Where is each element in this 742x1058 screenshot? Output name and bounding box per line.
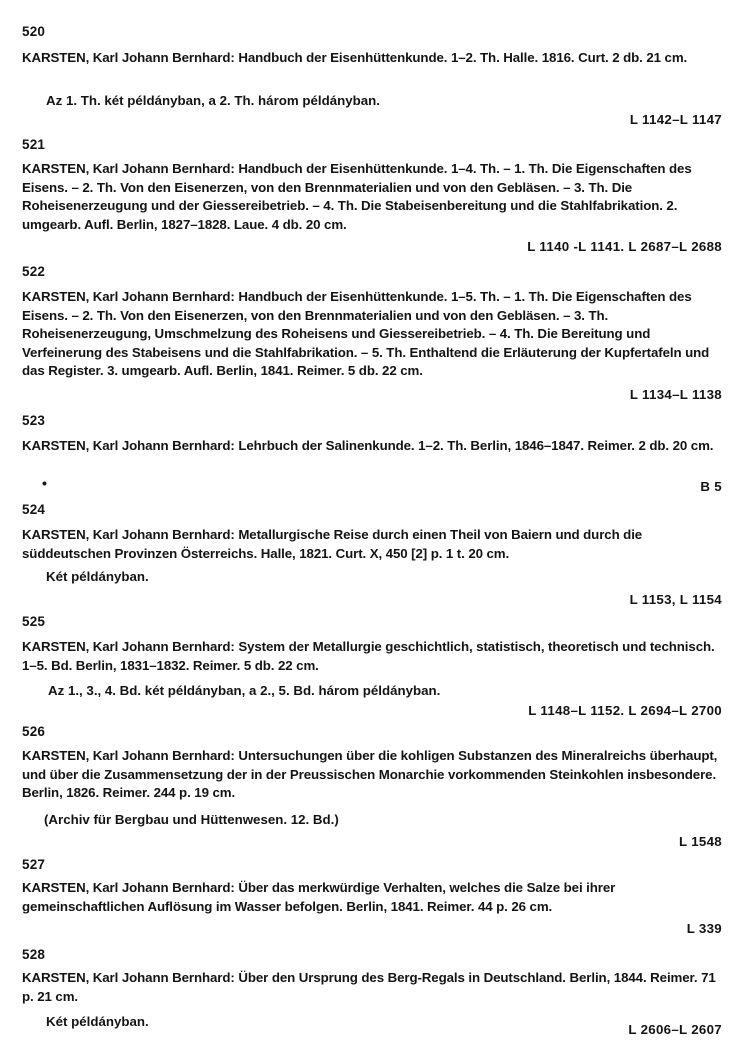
entry-number: 528	[22, 947, 46, 962]
shelfmark: L 1142–L 1147	[629, 112, 722, 127]
shelfmark: L 1134–L 1138	[629, 387, 722, 402]
entry-description: KARSTEN, Karl Johann Bernhard: Metallurgische Reise durch einen Theil von Baiern und durch die süddeutschen Provinzen Österreichs. Halle, 1821. Curt. X, 450 [2] p. 1 t. 20 cm.	[22, 527, 643, 561]
entry-description: KARSTEN, Karl Johann Bernhard: Handbuch der Eisenhüttenkunde. 1–2. Th. Halle. 1816. Curt. 2 db. 21 cm.	[22, 50, 688, 65]
shelfmark: L 1148–L 1152. L 2694–L 2700	[528, 703, 722, 718]
entry-description: KARSTEN, Karl Johann Bernhard: Handbuch der Eisenhüttenkunde. 1–5. Th. – 1. Th. Die Eigenschaften des Eisens. – 2. Th. Von den Eisenerzen, von den Brennmaterialien und von den Gebläsen. – 3. Th. Roheisenerzeugung, Umschmelzung des Roheisens und Giessereibetrieb. – 4. Th. Die Bereitung und Verfeinerung des Stabeisens und die Stahlfabrikation. – 5. Th. Enthaltend die Erläuterung der Kupfertafeln und das Register. 3. umgearb. Aufl. Berlin, 1841. Reimer. 5 db. 22 cm.	[22, 289, 710, 379]
shelfmark: L 1548	[679, 834, 722, 849]
entry-description: KARSTEN, Karl Johann Bernhard: Über den Ursprung des Berg-Regals in Deutschland. Berlin, 1844. Reimer. 71 p. 21 cm.	[22, 970, 716, 1004]
entry-number: 521	[22, 137, 46, 152]
shelfmark: L 339	[686, 921, 722, 936]
entry-number: 522	[22, 264, 46, 279]
entry-number: 527	[22, 857, 46, 872]
shelfmark: B 5	[700, 479, 722, 494]
entry-note: Két példányban.	[46, 1014, 149, 1029]
entry-number: 520	[22, 24, 46, 39]
entry-number: 523	[22, 413, 46, 428]
entry-number: 526	[22, 724, 46, 739]
shelfmark: L 1140 -L 1141. L 2687–L 2688	[527, 239, 722, 254]
entry-note: Az 1. Th. két példányban, a 2. Th. három példányban.	[46, 93, 380, 108]
shelfmark: L 2606–L 2607	[628, 1022, 722, 1037]
entry-description: KARSTEN, Karl Johann Bernhard: Untersuchungen über die kohligen Substanzen des Mineralreichs überhaupt, und über die Zusammensetzung der in der Preussischen Monarchie vorkommenden Steinkohlen insbesondere. Berlin, 1826. Reimer. 244 p. 19 cm.	[22, 748, 718, 801]
entry-description: KARSTEN, Karl Johann Bernhard: Handbuch der Eisenhüttenkunde. 1–4. Th. – 1. Th. Die Eigenschaften des Eisens. – 2. Th. Von den Eisenerzen, von den Brennmaterialien und von den Gebläsen. – 3. Th. Die Roheisenerzeugung und der Giessereibetrieb. – 4. Th. Die Stabeisenbereitung und die Stahlfabrikation. 2. umgearb. Aufl. Berlin, 1827–1828. Laue. 4 db. 20 cm.	[22, 161, 692, 232]
entry-note: Az 1., 3., 4. Bd. két példányban, a 2., 5. Bd. három példányban.	[48, 683, 441, 698]
entry-note: (Archiv für Bergbau und Hüttenwesen. 12. Bd.)	[44, 812, 339, 827]
entry-number: 524	[22, 502, 46, 517]
shelfmark: L 1153, L 1154	[629, 592, 722, 607]
entry-description: KARSTEN, Karl Johann Bernhard: Lehrbuch der Salinenkunde. 1–2. Th. Berlin, 1846–1847. Reimer. 2 db. 20 cm.	[22, 438, 714, 453]
entry-description: KARSTEN, Karl Johann Bernhard: Über das merkwürdige Verhalten, welches die Salze bei ihrer gemeinschaftlichen Auflösung im Wasser befolgen. Berlin, 1841. Reimer. 44 p. 26 cm.	[22, 880, 616, 914]
dot-mark: •	[42, 475, 47, 491]
entry-number: 525	[22, 614, 46, 629]
entry-note: Két példányban.	[46, 569, 149, 584]
entry-description: KARSTEN, Karl Johann Bernhard: System der Metallurgie geschichtlich, statistisch, theoretisch und technisch. 1–5. Bd. Berlin, 1831–1832. Reimer. 5 db. 22 cm.	[22, 639, 715, 673]
